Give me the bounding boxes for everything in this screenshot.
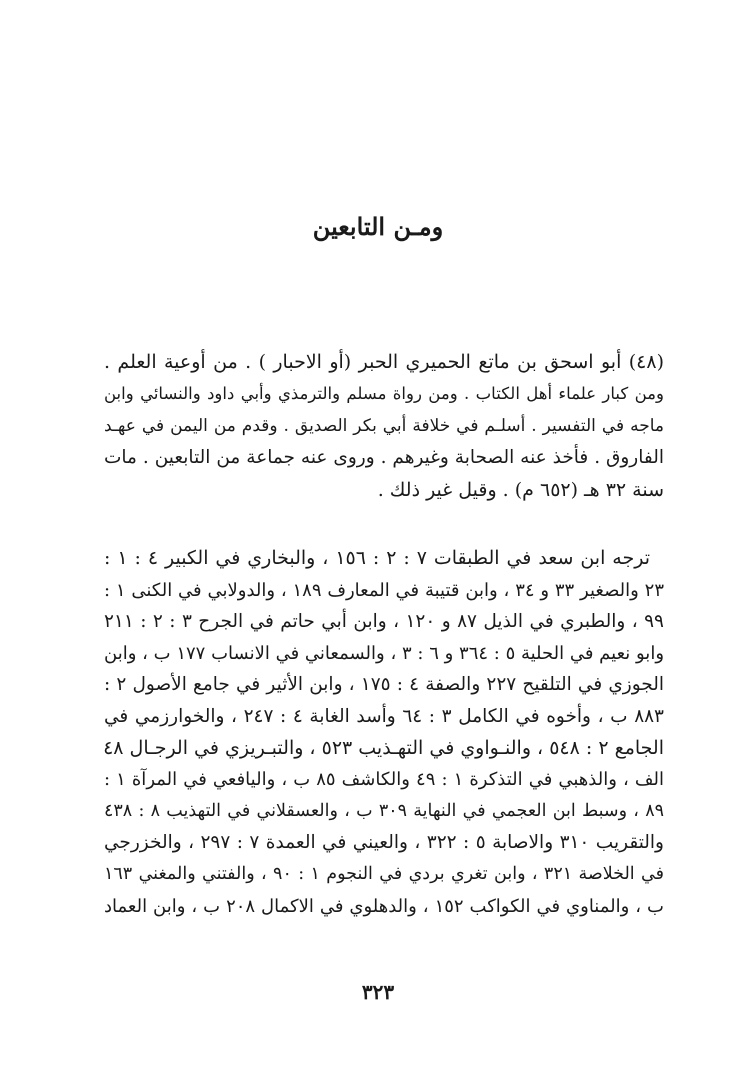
reference-line: والتقريب ٣١٠ والاصابة ٥ : ٣٢٢ ، والعيني في العمدة ٧ : ٢٩٧ ، والخزرجي [104,832,664,854]
entry-line: الفاروق . فأخذ عنه الصحابة وغيرهم . وروى عنه جماعة من التابعين . مات [104,447,664,468]
reference-line: ٢٣ والصغير ٣٣ و ٣٤ ، وابن قتيبة في المعارف ١٨٩ ، والدولابي في الكنى ١ : [104,579,665,601]
entry-line: ومن كبار علماء أهل الكتاب . ومن رواة مسلم والترمذي وأبي داود والنسائي وابن [104,384,664,403]
entry-line: (٤٨) أبو اسحق بن ماتع الحميري الحبر (أو الاحبار ) . من أوعية العلم . [104,351,664,373]
reference-line: الجوزي في التلقيح ٢٢٧ والصفة ٤ : ١٧٥ ، وابن الأثير في جامع الأصول ٢ : [104,674,665,696]
section-heading: ومـن التابعين [312,212,444,241]
page-number: ٣٢٣ [361,980,395,1004]
reference-line: وابو نعيم في الحلية ٥ : ٣٦٤ و ٦ : ٣ ، والسمعاني في الانساب ١٧٧ ب ، وابن [104,642,665,664]
reference-line: ب ، والمناوي في الكواكب ١٥٢ ، والدهلوي في الاكمال ٢٠٨ ب ، وابن العماد [104,895,664,917]
reference-line: الجامع ٢ : ٥٤٨ ، والنـواوي في التهـذيب ٥٢٣ ، والتبـريزي في الرجـال ٤٨ [103,736,664,759]
reference-line: الف ، والذهبي في التذكرة ١ : ٤٩ والكاشف ٨٥ ب ، واليافعي في المرآة ١ : [104,769,664,791]
reference-line: ترجه ابن سعد في الطبقات ٧ : ٢ : ١٥٦ ، والبخاري في الكبير ٤ : ١ : [104,547,650,569]
reference-line: ٩٩ ، والطبري في الذيل ٨٧ و ١٢٠ ، وابن أبي حاتم في الجرح ٣ : ٢ : ٢١١ [104,611,664,633]
biography-entry [104,346,664,506]
reference-line: ٨٨٣ ب ، وأخوه في الكامل ٣ : ٦٤ وأسد الغابة ٤ : ٢٤٧ ، والخوارزمي في [104,705,664,727]
entry-line: سنة ٣٢ هـ (٦٥٢ م) . وقيل غير ذلك . [377,479,664,501]
reference-line: ٨٩ ، وسبط ابن العجمي في النهاية ٣٠٩ ب ، والعسقلاني في التهذيب ٨ : ٤٣٨ [104,800,664,821]
reference-line: في الخلاصة ٣٢١ ، وابن تغري بردي في النجوم ١ : ٩٠ ، والفتني والمغني ١٦٣ [104,863,664,884]
entry-line: ماجه في التفسير . أسلـم في خلافة أبي بكر الصديق . وقدم من اليمن في عهـد [104,416,664,436]
references-paragraph [104,543,664,922]
